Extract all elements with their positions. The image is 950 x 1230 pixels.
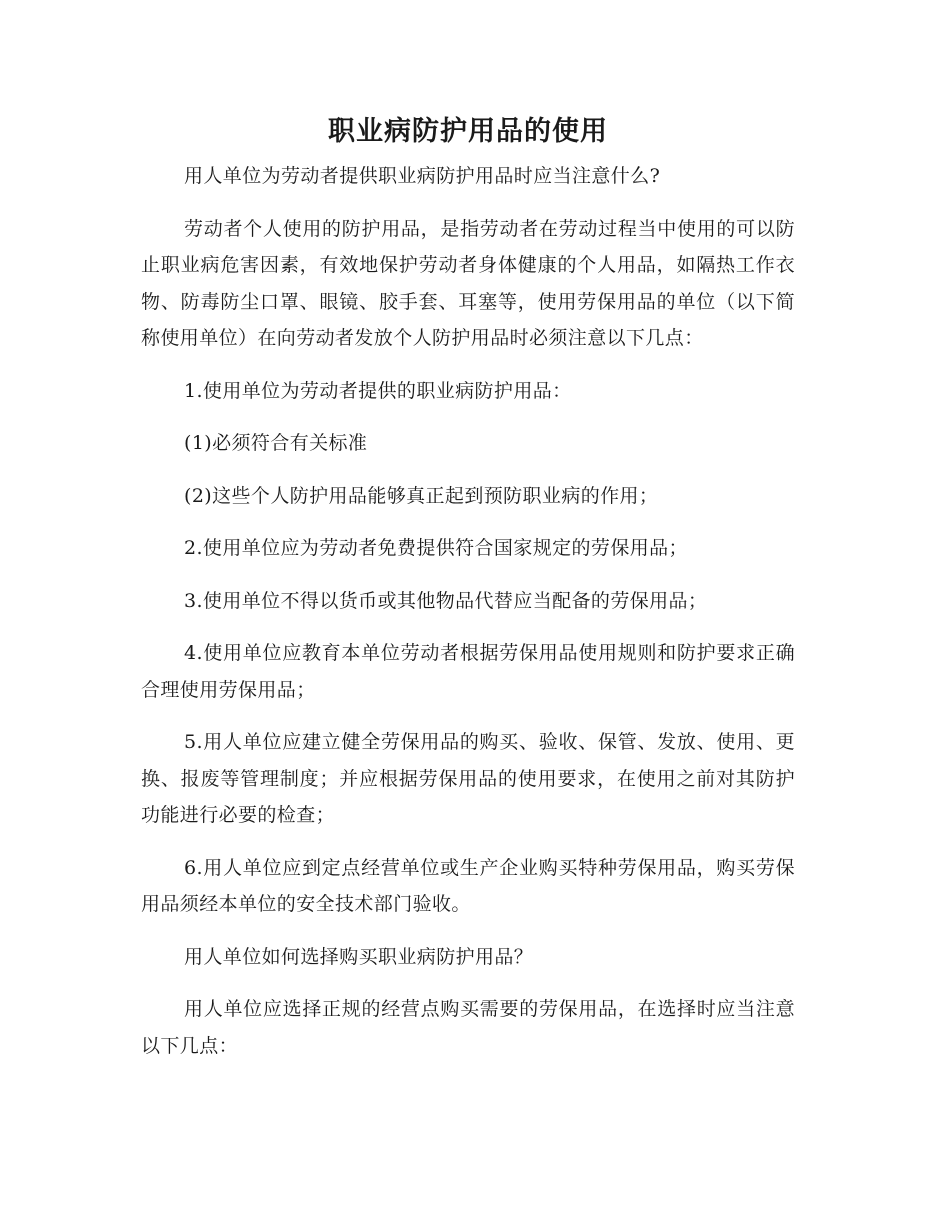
paragraph-item-1: 1.使用单位为劳动者提供的职业病防护用品： [184, 379, 572, 402]
paragraph-item-2: 2.使用单位应为劳动者免费提供符合国家规定的劳保用品； [184, 537, 688, 559]
paragraph-intro: 劳动者个人使用的防护用品，是指劳动者在劳动过程当中使用的可以防止职业病危害因素，有效地保护劳动者身体健康的个人用品，如隔热工作衣物、防毒防尘口罩、眼镜、胶手套、耳塞等，使用劳保用品的单位（以下简称使用单位）在向劳动者发放个人防护用品时必须注意以下几点： [141, 217, 795, 349]
paragraph-item-6: 6.用人单位应到定点经营单位或生产企业购买特种劳保用品，购买劳保用品须经本单位的安全技术部门验收。 [141, 856, 795, 915]
document-page [141, 112, 795, 1080]
paragraph-item-4: 4.使用单位应教育本单位劳动者根据劳保用品使用规则和防护要求正确合理使用劳保用品； [141, 642, 795, 701]
paragraph-item-1-sub-1: (1)必须符合有关标准 [184, 432, 368, 454]
paragraph-item-5: 5.用人单位应建立健全劳保用品的购买、验收、保管、发放、使用、更换、报废等管理制度；并应根据劳保用品的使用要求，在使用之前对其防护功能进行必要的检查； [141, 731, 795, 826]
paragraph-answer-2: 用人单位应选择正规的经营点购买需要的劳保用品，在选择时应当注意以下几点： [141, 998, 795, 1057]
paragraph-item-1-sub-2: (2)这些个人防护用品能够真正起到预防职业病的作用； [184, 484, 659, 507]
paragraph-item-3: 3.使用单位不得以货币或其他物品代替应当配备的劳保用品； [184, 589, 708, 612]
paragraph-question-2: 用人单位如何选择购买职业病防护用品？ [184, 945, 534, 968]
paragraph-question-1: 用人单位为劳动者提供职业病防护用品时应当注意什么? [184, 165, 661, 187]
document-title: 职业病防护用品的使用 [328, 116, 608, 147]
